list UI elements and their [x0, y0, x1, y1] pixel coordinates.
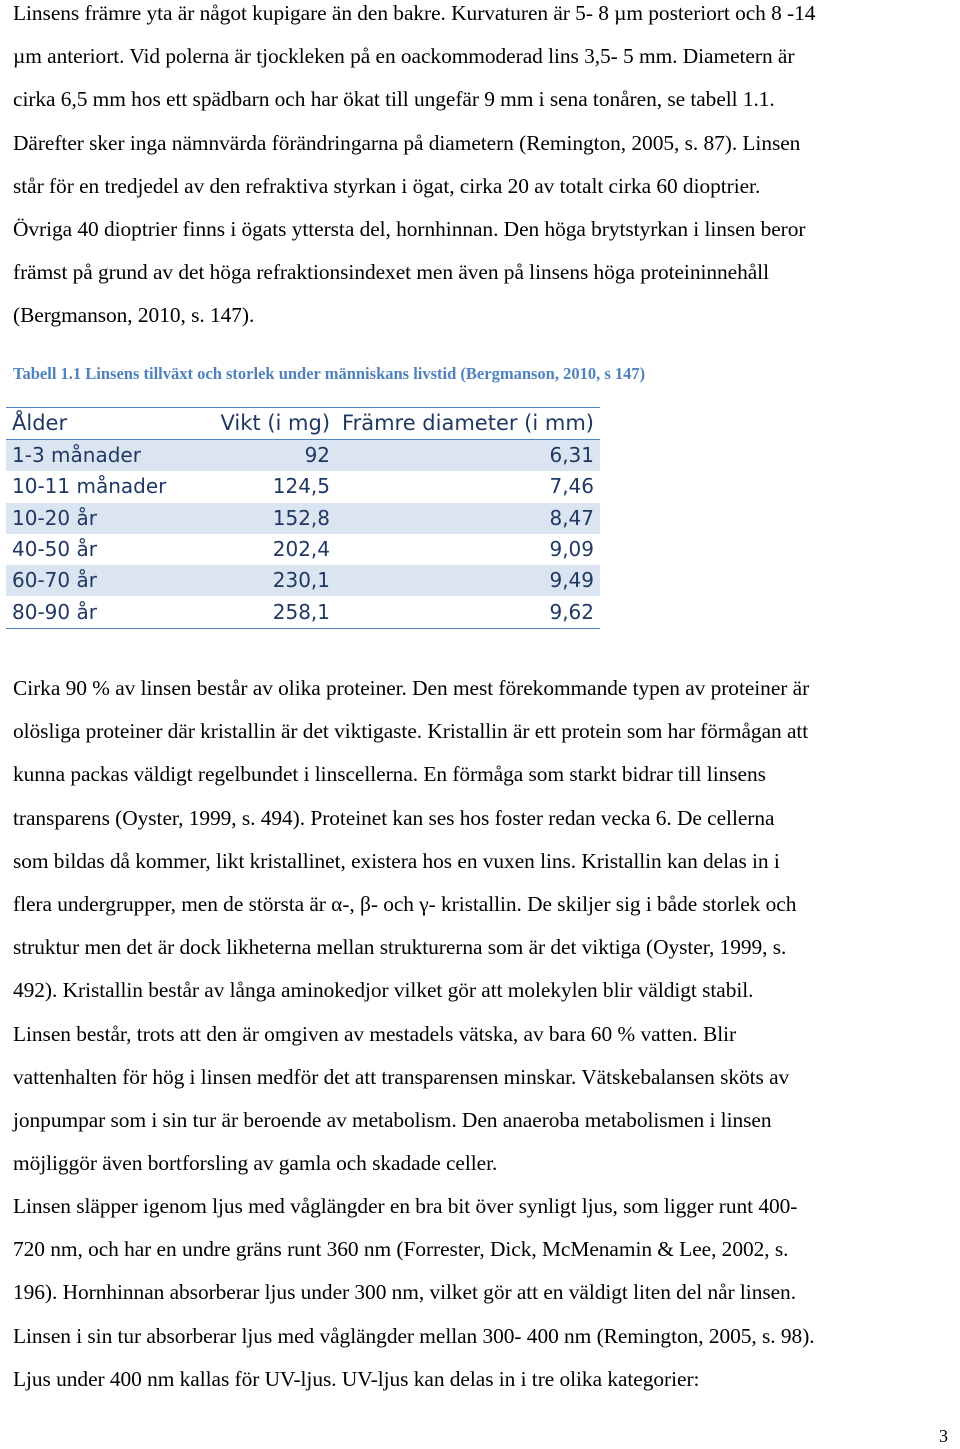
- paragraph-light-transmission: [13, 1185, 953, 1401]
- text-line: µm anteriort. Vid polerna är tjockleken på en oackommoderad lins 3,5- 5 mm. Diametern är: [13, 44, 795, 69]
- text-line: kunna packas väldigt regelbundet i linscellerna. En förmåga som starkt bidrar till linsens: [13, 762, 766, 787]
- lens-growth-table: [6, 407, 600, 629]
- cell-diameter: 9,09: [336, 534, 600, 565]
- text-line: Linsens främre yta är något kupigare än den bakre. Kurvaturen är 5- 8 µm posteriort och 8 -14: [13, 1, 816, 25]
- cell-age: 1-3 månader: [6, 440, 184, 472]
- paragraph-lens-proteins: [13, 667, 953, 1185]
- cell-diameter: 6,31: [336, 440, 600, 472]
- table-row: [6, 565, 600, 596]
- cell-diameter: 9,62: [336, 596, 600, 628]
- table-caption: Tabell 1.1 Linsens tillväxt och storlek under människans livstid (Bergmanson, 2010, s 147): [13, 364, 646, 383]
- text-line: möjliggör även bortforsling av gamla och skadade celler.: [13, 1151, 498, 1176]
- table-row: [6, 471, 600, 502]
- cell-age: 10-20 år: [6, 503, 184, 534]
- text-line: som bildas då kommer, likt kristallinet, existera hos en vuxen lins. Kristallin kan delas in i: [13, 848, 780, 873]
- table-row: [6, 534, 600, 565]
- text-line: (Bergmanson, 2010, s. 147).: [13, 303, 255, 328]
- text-line: 492). Kristallin består av långa aminokedjor vilket gör att molekylen blir väldigt stabil.: [13, 978, 754, 1003]
- text-line: Linsen består, trots att den är omgiven av mestadels vätska, av bara 60 % vatten. Blir: [13, 1021, 737, 1046]
- page-number: 3: [939, 1426, 948, 1446]
- table-row: [6, 503, 600, 534]
- cell-weight: 230,1: [184, 565, 336, 596]
- cell-age: 60-70 år: [6, 565, 184, 596]
- text-line: 196). Hornhinnan absorberar ljus under 300 nm, vilket gör att en väldigt liten del når linsen.: [13, 1280, 797, 1305]
- header-weight: Vikt (i mg): [184, 408, 336, 440]
- header-diameter: Främre diameter (i mm): [336, 408, 600, 440]
- text-line: Linsen i sin tur absorberar ljus med våglängder mellan 300- 400 nm (Remington, 2005, s. 98).: [13, 1323, 815, 1348]
- text-line: olösliga proteiner där kristallin är det viktigaste. Kristallin är ett protein som har förmågan att: [13, 719, 809, 744]
- cell-weight: 152,8: [184, 503, 336, 534]
- cell-diameter: 8,47: [336, 503, 600, 534]
- text-line: flera undergrupper, men de största är α-, β- och γ- kristallin. De skiljer sig i både storlek och: [13, 892, 797, 917]
- text-line: Cirka 90 % av linsen består av olika proteiner. Den mest förekommande typen av proteiner är: [13, 676, 810, 700]
- header-age: Ålder: [6, 408, 184, 440]
- text-line: främst på grund av det höga refraktionsindexet men även på linsens höga proteininnehåll: [13, 260, 769, 285]
- text-line: transparens (Oyster, 1999, s. 494). Proteinet kan ses hos foster redan vecka 6. De cellerna: [13, 805, 775, 830]
- text-line: struktur men det är dock likheterna mellan strukturerna som är det viktiga (Oyster, 1999, s.: [13, 935, 787, 960]
- cell-diameter: 7,46: [336, 471, 600, 502]
- text-line: Linsen släpper igenom ljus med våglängder en bra bit över synligt ljus, som ligger runt 400-: [13, 1194, 798, 1218]
- cell-weight: 258,1: [184, 596, 336, 628]
- text-line: Ljus under 400 nm kallas för UV-ljus. UV-ljus kan delas in i tre olika kategorier:: [13, 1366, 700, 1391]
- cell-weight: 92: [184, 440, 336, 472]
- table-row: [6, 440, 600, 472]
- cell-diameter: 9,49: [336, 565, 600, 596]
- paragraph-lens-anatomy: [13, 0, 953, 338]
- text-line: Därefter sker inga nämnvärda förändringarna på diametern (Remington, 2005, s. 87). Linsen: [13, 130, 801, 155]
- cell-weight: 202,4: [184, 534, 336, 565]
- text-line: jonpumpar som i sin tur är beroende av metabolism. Den anaeroba metabolismen i linsen: [13, 1108, 772, 1133]
- cell-age: 40-50 år: [6, 534, 184, 565]
- cell-weight: 124,5: [184, 471, 336, 502]
- table-row: [6, 596, 600, 628]
- text-line: vattenhalten för hög i linsen medför det att transparensen minskar. Vätskebalansen sköts av: [13, 1064, 790, 1089]
- cell-age: 80-90 år: [6, 596, 184, 628]
- table-header-row: [6, 408, 600, 440]
- text-line: cirka 6,5 mm hos ett spädbarn och har ökat till ungefär 9 mm i sena tonåren, se tabell 1.1.: [13, 87, 775, 112]
- text-line: står för en tredjedel av den refraktiva styrkan i ögat, cirka 20 av totalt cirka 60 dioptrier.: [13, 173, 761, 198]
- text-line: Övriga 40 dioptrier finns i ögats yttersta del, hornhinnan. Den höga brytstyrkan i linsen beror: [13, 217, 806, 242]
- cell-age: 10-11 månader: [6, 471, 184, 502]
- text-line: 720 nm, och har en undre gräns runt 360 nm (Forrester, Dick, McMenamin & Lee, 2002, s.: [13, 1237, 789, 1262]
